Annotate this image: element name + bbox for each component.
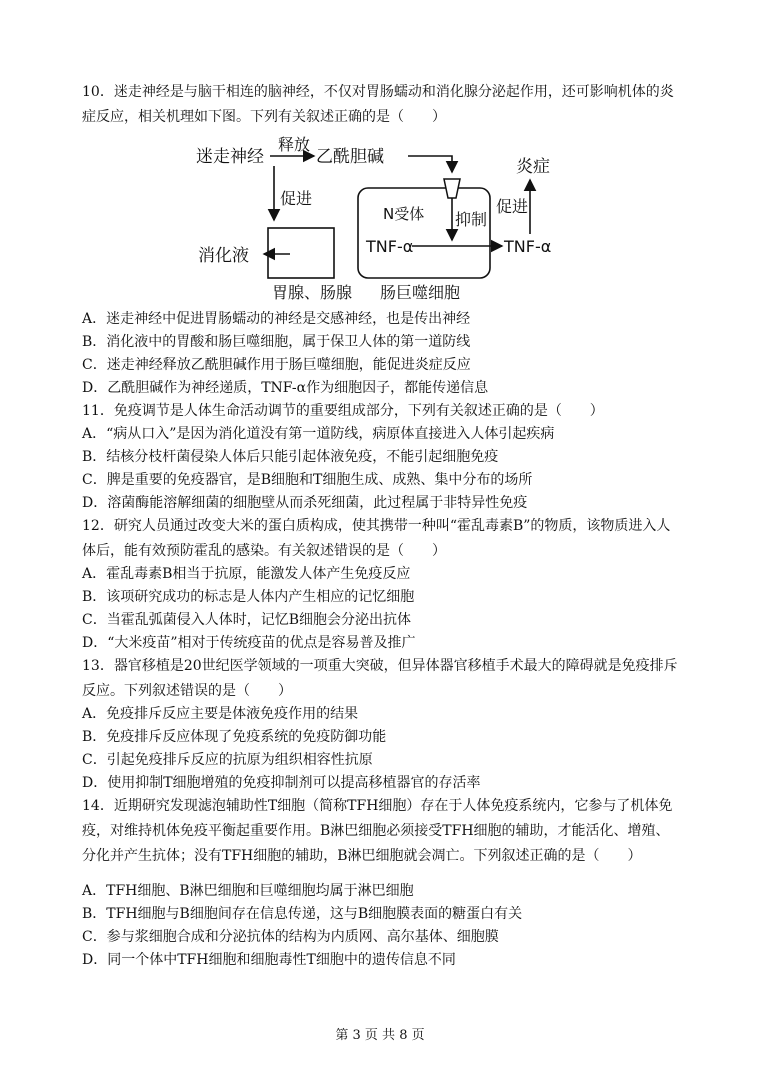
- q12-option-d: D．“大米疫苗”相对于传统疫苗的优点是容易普及推广: [82, 635, 416, 651]
- label-gastric-intestinal-gland: 胃腺、肠腺: [272, 283, 353, 302]
- q10-option-b: B．消化液中的胃酸和肠巨噬细胞，属于保卫人体的第一道防线: [82, 334, 471, 350]
- question-14-stem: 14．近期研究发现滤泡辅助性T细胞（简称TFH细胞）存在于人体免疫系统内，它参与了机体免疫，对维持机体免疫平衡起重要作用。B淋巴细胞必须接受TFH细胞的辅助，才能活化、增殖、分化并产生抗体；没有TFH细胞的辅助，B淋巴细胞就会凋亡。下列叙述正确的是（ ）: [82, 798, 673, 864]
- q11-option-b: B．结核分枝杆菌侵染人体后只能引起体液免疫，不能引起细胞免疫: [82, 449, 499, 465]
- q10-option-a: A．迷走神经中促进胃肠蠕动的神经是交感神经，也是传出神经: [82, 311, 471, 327]
- label-intestinal-macrophage: 肠巨噬细胞: [380, 283, 461, 302]
- q11-option-d: D．溶菌酶能溶解细菌的细胞壁从而杀死细菌，此过程属于非特异性免疫: [82, 495, 528, 511]
- label-vagus-nerve: 迷走神经: [196, 147, 264, 167]
- page-number-footer: 第 3 页 共 8 页: [335, 1028, 425, 1043]
- q10-option-d: D．乙酰胆碱作为神经递质，TNF-α作为细胞因子，都能传递信息: [82, 380, 489, 396]
- label-inflammation: 炎症: [516, 157, 550, 177]
- label-inhibit: 抑制: [455, 210, 488, 229]
- q14-option-d: D．同一个体中TFH细胞和细胞毒性T细胞中的遗传信息不同: [82, 952, 456, 968]
- gland-box: [268, 228, 334, 278]
- macrophage-box: [358, 188, 490, 278]
- q13-option-b: B．免疫排斥反应体现了免疫系统的免疫防御功能: [82, 729, 387, 745]
- label-acetylcholine: 乙酰胆碱: [316, 147, 384, 167]
- q12-option-b: B．该项研究成功的标志是人体内产生相应的记忆细胞: [82, 589, 415, 605]
- q11-option-a: A．“病从口入”是因为消化道没有第一道防线，病原体直接进入人体引起疾病: [82, 426, 555, 442]
- q13-option-d: D．使用抑制T细胞增殖的免疫抑制剂可以提高移植器官的存活率: [82, 775, 481, 791]
- vagus-nerve-diagram: [190, 132, 580, 304]
- label-tnf-alpha-right: TNF-α: [504, 237, 552, 256]
- label-tnf-alpha-left: TNF-α: [366, 237, 414, 256]
- q12-option-a: A．霍乱毒素B相当于抗原，能激发人体产生免疫反应: [82, 566, 411, 582]
- arrow-ach-to-receptor: [408, 156, 452, 172]
- label-n-receptor: N受体: [383, 205, 425, 223]
- q14-option-a: A．TFH细胞、B淋巴细胞和巨噬细胞均属于淋巴细胞: [82, 883, 414, 899]
- question-10-stem: 10．迷走神经是与脑干相连的脑神经，不仅对胃肠蠕动和消化腺分泌起作用，还可影响机体的炎症反应，相关机理如下图。下列有关叙述正确的是（ ）: [82, 84, 674, 125]
- n-receptor-icon: [444, 179, 460, 198]
- question-12-stem: 12．研究人员通过改变大米的蛋白质构成，使其携带一种叫“霍乱毒素B”的物质，该物质进入人体后，能有效预防霍乱的感染。有关叙述错误的是（ ）: [82, 518, 671, 559]
- q14-option-b: B．TFH细胞与B细胞间存在信息传递，这与B细胞膜表面的糖蛋白有关: [82, 906, 523, 922]
- label-promote-left: 促进: [280, 189, 313, 208]
- q13-option-a: A．免疫排斥反应主要是体液免疫作用的结果: [82, 706, 359, 722]
- question-13-stem: 13．器官移植是20世纪医学领域的一项重大突破，但异体器官移植手术最大的障碍就是免疫排斥反应。下列叙述错误的是（ ）: [82, 658, 678, 699]
- label-release: 释放: [278, 135, 311, 154]
- q12-option-c: C．当霍乱弧菌侵入人体时，记忆B细胞会分泌出抗体: [82, 612, 411, 628]
- q13-option-c: C．引起免疫排斥反应的抗原为组织相容性抗原: [82, 752, 373, 768]
- label-digestive-fluid: 消化液: [198, 246, 249, 266]
- q10-option-c: C．迷走神经释放乙酰胆碱作用于肠巨噬细胞，能促进炎症反应: [82, 357, 471, 373]
- question-11-stem: 11．免疫调节是人体生命活动调节的重要组成部分，下列有关叙述正确的是（ ）: [82, 403, 604, 419]
- label-promote-right: 促进: [496, 197, 529, 216]
- q11-option-c: C．脾是重要的免疫器官，是B细胞和T细胞生成、成熟、集中分布的场所: [82, 472, 533, 488]
- q14-option-c: C．参与浆细胞合成和分泌抗体的结构为内质网、高尔基体、细胞膜: [82, 929, 499, 945]
- diagram-svg: [190, 132, 580, 304]
